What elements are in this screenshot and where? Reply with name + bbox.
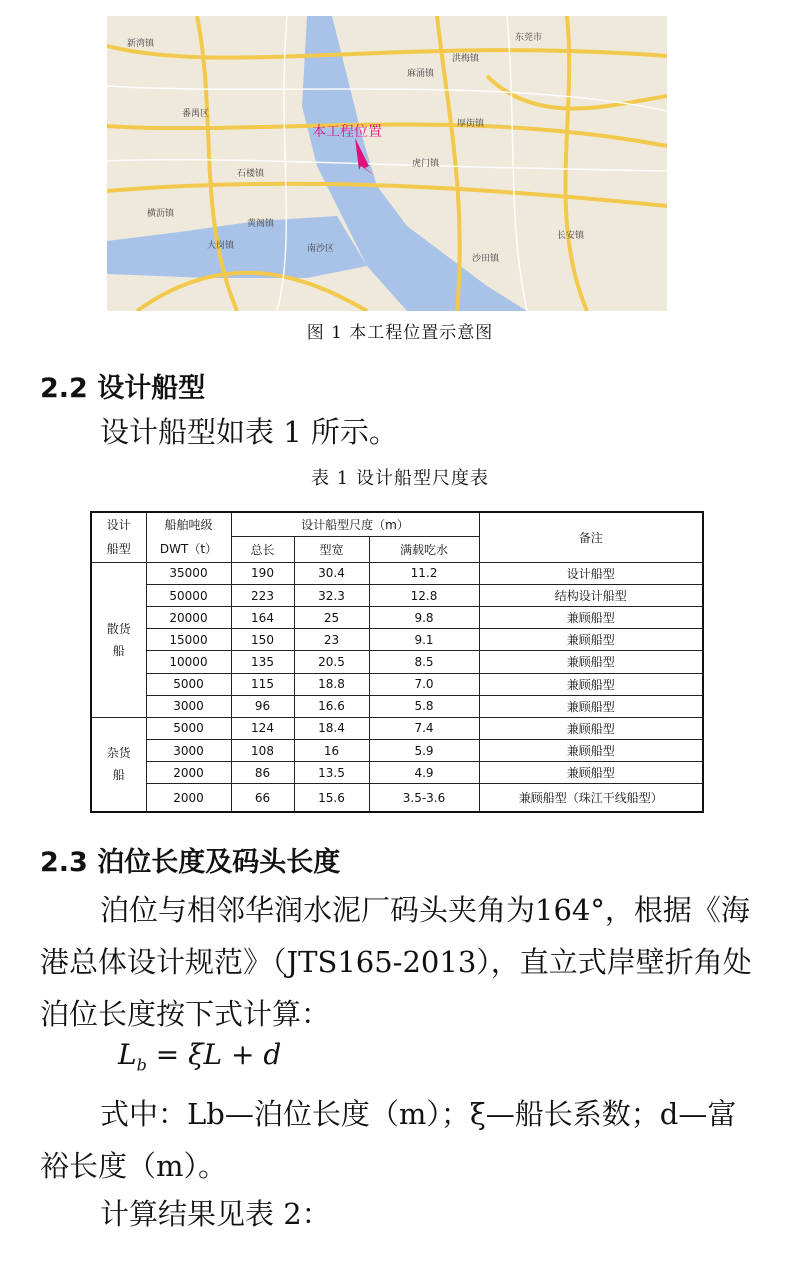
cell-length: 124 xyxy=(231,717,294,739)
place-label: 沙田镇 xyxy=(472,254,500,264)
table-row xyxy=(91,673,703,695)
section-2-2-text: 设计船型如表 1 所示。 xyxy=(100,415,398,449)
place-label: 南沙区 xyxy=(307,244,335,254)
cell-length: 66 xyxy=(231,784,294,812)
header-ship-type: 设计 船型 xyxy=(91,512,146,562)
cell-draft: 7.4 xyxy=(369,717,479,739)
cell-length: 108 xyxy=(231,739,294,761)
map-graphic xyxy=(107,16,667,311)
cell-draft: 9.8 xyxy=(369,607,479,629)
formula-rhs: = ξL + d xyxy=(146,1038,282,1071)
cell-dwt: 15000 xyxy=(146,629,231,651)
table-row xyxy=(91,717,703,739)
cell-draft: 5.9 xyxy=(369,739,479,761)
section-2-3-para3: 计算结果见表 2： xyxy=(100,1197,331,1231)
table-row xyxy=(91,651,703,673)
cell-length: 150 xyxy=(231,629,294,651)
location-map xyxy=(107,16,667,311)
cell-width: 16 xyxy=(294,739,369,761)
place-label: 番禺区 xyxy=(182,109,210,119)
place-label: 横沥镇 xyxy=(147,209,175,219)
place-label: 东莞市 xyxy=(515,33,543,43)
table-row xyxy=(91,784,703,812)
cell-width: 30.4 xyxy=(294,562,369,584)
group-label-general: 杂货 船 xyxy=(91,717,146,812)
cell-note: 兼顾船型 xyxy=(479,607,703,629)
cell-length: 96 xyxy=(231,695,294,717)
cell-note: 结构设计船型 xyxy=(479,584,703,606)
place-label: 洪梅镇 xyxy=(452,54,480,64)
table-row xyxy=(91,739,703,761)
table-row xyxy=(91,629,703,651)
cell-draft: 9.1 xyxy=(369,629,479,651)
cell-note: 兼顾船型（珠江干线船型） xyxy=(479,784,703,812)
formula-subscript: b xyxy=(136,1055,147,1075)
figure-caption: 图 1 本工程位置示意图 xyxy=(306,323,494,343)
cell-draft: 5.8 xyxy=(369,695,479,717)
cell-note: 兼顾船型 xyxy=(479,739,703,761)
cell-width: 20.5 xyxy=(294,651,369,673)
cell-dwt: 5000 xyxy=(146,717,231,739)
place-label: 新湾镇 xyxy=(127,39,155,49)
map-marker-label: 本工程位置 xyxy=(312,124,382,140)
cell-draft: 3.5-3.6 xyxy=(369,784,479,812)
cell-dwt: 50000 xyxy=(146,584,231,606)
group-label-bulk: 散货 船 xyxy=(91,562,146,717)
cell-dwt: 2000 xyxy=(146,762,231,784)
table-caption: 表 1 设计船型尺度表 xyxy=(311,468,489,489)
header-width: 型宽 xyxy=(294,536,369,562)
cell-note: 兼顾船型 xyxy=(479,673,703,695)
table-row xyxy=(91,762,703,784)
cell-width: 25 xyxy=(294,607,369,629)
table-row xyxy=(91,584,703,606)
cell-length: 223 xyxy=(231,584,294,606)
cell-width: 18.4 xyxy=(294,717,369,739)
table-row xyxy=(91,695,703,717)
cell-dwt: 5000 xyxy=(146,673,231,695)
header-length: 总长 xyxy=(231,536,294,562)
cell-width: 16.6 xyxy=(294,695,369,717)
cell-width: 32.3 xyxy=(294,584,369,606)
header-dwt: 船舶吨级 DWT（t） xyxy=(146,512,231,562)
place-label: 厚街镇 xyxy=(457,119,485,129)
cell-draft: 12.8 xyxy=(369,584,479,606)
cell-width: 23 xyxy=(294,629,369,651)
place-label: 麻涌镇 xyxy=(407,69,435,79)
header-dimension-group: 设计船型尺度（m） xyxy=(231,512,479,536)
cell-draft: 11.2 xyxy=(369,562,479,584)
cell-length: 115 xyxy=(231,673,294,695)
cell-note: 兼顾船型 xyxy=(479,695,703,717)
cell-note: 兼顾船型 xyxy=(479,651,703,673)
cell-width: 18.8 xyxy=(294,673,369,695)
cell-note: 兼顾船型 xyxy=(479,762,703,784)
place-label: 石楼镇 xyxy=(237,169,265,179)
cell-width: 13.5 xyxy=(294,762,369,784)
cell-dwt: 2000 xyxy=(146,784,231,812)
cell-dwt: 35000 xyxy=(146,562,231,584)
cell-width: 15.6 xyxy=(294,784,369,812)
cell-length: 164 xyxy=(231,607,294,629)
cell-length: 190 xyxy=(231,562,294,584)
table-row xyxy=(91,562,703,584)
cell-draft: 4.9 xyxy=(369,762,479,784)
section-2-3-para2: 式中：Lb—泊位长度（m）；ξ—船长系数；d—富裕长度（m）。 xyxy=(40,1097,737,1183)
place-label: 虎门镇 xyxy=(412,159,440,169)
cell-dwt: 3000 xyxy=(146,739,231,761)
header-note: 备注 xyxy=(479,512,703,562)
cell-length: 86 xyxy=(231,762,294,784)
place-label: 黄阁镇 xyxy=(247,219,275,229)
cell-note: 兼顾船型 xyxy=(479,717,703,739)
section-2-3-para1: 泊位与相邻华润水泥厂码头夹角为164°，根据《海港总体设计规范》（JTS165-2013），直立式岸壁折角处泊位长度按下式计算： xyxy=(40,893,752,1031)
place-label: 长安镇 xyxy=(557,231,585,241)
place-label: 大岗镇 xyxy=(207,241,235,251)
section-heading-2-2: 2.2 设计船型 xyxy=(40,373,206,404)
cell-draft: 8.5 xyxy=(369,651,479,673)
cell-length: 135 xyxy=(231,651,294,673)
cell-dwt: 20000 xyxy=(146,607,231,629)
cell-dwt: 10000 xyxy=(146,651,231,673)
table-row xyxy=(91,607,703,629)
berth-length-formula xyxy=(118,1038,281,1075)
cell-note: 兼顾船型 xyxy=(479,629,703,651)
section-heading-2-3: 2.3 泊位长度及码头长度 xyxy=(40,847,341,878)
cell-draft: 7.0 xyxy=(369,673,479,695)
header-draft: 满载吃水 xyxy=(369,536,479,562)
ship-dimension-table xyxy=(90,511,704,813)
formula-lhs: L xyxy=(118,1038,137,1071)
cell-note: 设计船型 xyxy=(479,562,703,584)
cell-dwt: 3000 xyxy=(146,695,231,717)
